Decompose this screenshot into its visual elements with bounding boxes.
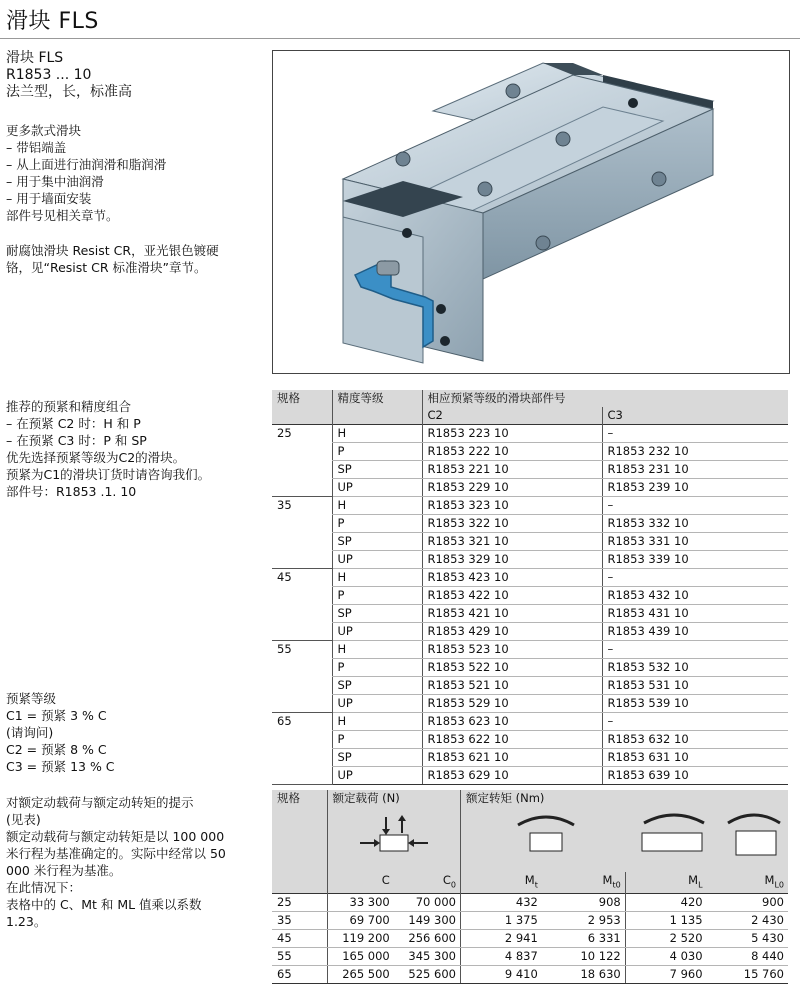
c2-partno-cell: R1853 421 10 <box>422 605 602 623</box>
text-line: C2 = 预紧 8 % C <box>6 742 107 757</box>
c3-partno-cell: – <box>602 425 788 443</box>
col-load-header <box>327 790 460 872</box>
size-cell: 65 <box>272 966 327 984</box>
text-line: 铬，见“Resist CR 标准滑块”章节。 <box>6 260 207 275</box>
c2-partno-cell: R1853 221 10 <box>422 461 602 479</box>
col-c-label: C <box>327 872 394 894</box>
c3-partno-cell: – <box>602 569 788 587</box>
accuracy-cell: SP <box>332 461 422 479</box>
size-cell: 65 <box>277 714 292 729</box>
text-line: (见表) <box>6 812 41 827</box>
c-cell: 165 000 <box>327 948 394 966</box>
col-c3-header: C3 <box>602 407 788 425</box>
c3-partno-cell: R1853 232 10 <box>602 443 788 461</box>
c3-partno-cell: – <box>602 497 788 515</box>
c3-partno-cell: R1853 632 10 <box>602 731 788 749</box>
accuracy-cell: SP <box>332 677 422 695</box>
table-row <box>272 731 788 749</box>
text-line: C1 = 预紧 3 % C <box>6 708 107 723</box>
size-cell: 55 <box>272 948 327 966</box>
table-row <box>272 569 788 587</box>
table-row <box>272 443 788 461</box>
size-cell: 45 <box>277 570 292 585</box>
c3-partno-cell: – <box>602 713 788 731</box>
accuracy-cell: P <box>332 443 422 461</box>
combo-text <box>6 398 210 500</box>
size-cell: 45 <box>272 930 327 948</box>
mt0-cell: 6 331 <box>542 930 625 948</box>
product-type: 法兰型，长，标准高 <box>6 84 132 100</box>
mt-cell: 432 <box>460 894 541 912</box>
table-row <box>272 767 788 785</box>
ml0-cell: 8 440 <box>707 948 788 966</box>
title-divider <box>0 38 800 39</box>
ml-cell: 7 960 <box>625 966 706 984</box>
c0-cell: 345 300 <box>394 948 461 966</box>
c3-partno-cell: R1853 331 10 <box>602 533 788 551</box>
accuracy-cell: P <box>332 587 422 605</box>
table-row <box>272 479 788 497</box>
c3-partno-cell: R1853 332 10 <box>602 515 788 533</box>
text-line: 预紧为C1的滑块订货时请咨询我们。 <box>6 467 211 482</box>
size-cell: 25 <box>277 426 292 441</box>
c2-partno-cell: R1853 323 10 <box>422 497 602 515</box>
text-line: 推荐的预紧和精度组合 <box>6 399 132 414</box>
table-row <box>272 587 788 605</box>
product-name: 滑块 FLS <box>6 50 64 66</box>
c2-partno-cell: R1853 622 10 <box>422 731 602 749</box>
text-line: 000 米行程为基准。 <box>6 863 122 878</box>
page-title: 滑块 FLS <box>6 9 99 34</box>
text-line: – 在预紧 C3 时：P 和 SP <box>6 433 147 448</box>
table-row <box>272 948 788 966</box>
mt-cell: 1 375 <box>460 912 541 930</box>
c3-partno-cell: R1853 532 10 <box>602 659 788 677</box>
size-cell <box>272 677 332 695</box>
size-cell <box>272 587 332 605</box>
size-cell <box>272 461 332 479</box>
c3-partno-cell: R1853 631 10 <box>602 749 788 767</box>
table-row <box>272 659 788 677</box>
accuracy-cell: SP <box>332 749 422 767</box>
c0-cell: 70 000 <box>394 894 461 912</box>
features-text <box>6 122 166 224</box>
c3-partno-cell: – <box>602 641 788 659</box>
accuracy-cell: P <box>332 659 422 677</box>
size-cell <box>272 659 332 677</box>
c3-partno-cell: R1853 431 10 <box>602 605 788 623</box>
col-size-header: 规格 <box>277 391 300 405</box>
c2-partno-cell: R1853 429 10 <box>422 623 602 641</box>
c2-partno-cell: R1853 621 10 <box>422 749 602 767</box>
text-line: 部件号：R1853 .1. 10 <box>6 484 137 499</box>
c2-partno-cell: R1853 529 10 <box>422 695 602 713</box>
c0-cell: 525 600 <box>394 966 461 984</box>
size-cell <box>272 695 332 713</box>
ml-cell: 2 520 <box>625 930 706 948</box>
table-row <box>272 497 788 515</box>
c0-cell: 256 600 <box>394 930 461 948</box>
mt-cell: 2 941 <box>460 930 541 948</box>
table-row <box>272 533 788 551</box>
mt0-cell: 10 122 <box>542 948 625 966</box>
torque-header-label: 额定转矩 (Nm) <box>465 791 545 805</box>
c2-partno-cell: R1853 521 10 <box>422 677 602 695</box>
table-row <box>272 515 788 533</box>
c3-partno-cell: R1853 339 10 <box>602 551 788 569</box>
size-cell <box>272 623 332 641</box>
text-line: 米行程为基准确定的。实际中经常以 50 <box>6 846 226 861</box>
c-cell: 69 700 <box>327 912 394 930</box>
size-cell: 35 <box>277 498 292 513</box>
c2-partno-cell: R1853 523 10 <box>422 641 602 659</box>
col-accuracy-header: 精度等级 <box>332 390 422 407</box>
c-cell: 265 500 <box>327 966 394 984</box>
part-number-rows <box>272 425 788 785</box>
ml-cell: 420 <box>625 894 706 912</box>
text-line: 在此情况下： <box>6 880 82 895</box>
text-line: 耐腐蚀滑块 Resist CR，亚光银色镀硬 <box>6 243 219 258</box>
header-cell <box>272 407 332 425</box>
header-cell <box>332 407 422 425</box>
accuracy-cell: H <box>332 641 422 659</box>
c2-partno-cell: R1853 229 10 <box>422 479 602 497</box>
accuracy-cell: UP <box>332 695 422 713</box>
slider-block-illustration <box>273 51 789 373</box>
accuracy-cell: H <box>332 497 422 515</box>
header-cell <box>272 872 327 894</box>
ml-cell: 1 135 <box>625 912 706 930</box>
col-partno-header: 相应预紧等级的滑块部件号 <box>422 390 788 407</box>
c-cell: 33 300 <box>327 894 394 912</box>
c2-partno-cell: R1853 321 10 <box>422 533 602 551</box>
text-line: – 用于墙面安装 <box>6 191 92 206</box>
ml0-cell: 15 760 <box>707 966 788 984</box>
text-line: 1.23。 <box>6 914 47 929</box>
text-line: C3 = 预紧 13 % C <box>6 759 115 774</box>
text-line: 更多款式滑块 <box>6 123 82 138</box>
text-line: 表格中的 C、Mt 和 ML 值乘以系数 <box>6 897 202 912</box>
table-row <box>272 930 788 948</box>
c2-partno-cell: R1853 222 10 <box>422 443 602 461</box>
accuracy-cell: H <box>332 713 422 731</box>
text-line: 优先选择预紧等级为C2的滑块。 <box>6 450 186 465</box>
c2-partno-cell: R1853 329 10 <box>422 551 602 569</box>
c2-partno-cell: R1853 322 10 <box>422 515 602 533</box>
size-cell <box>272 515 332 533</box>
table-row <box>272 912 788 930</box>
c3-partno-cell: R1853 432 10 <box>602 587 788 605</box>
ml0-cell: 5 430 <box>707 930 788 948</box>
text-line: 对额定动载荷与额定动转矩的提示 <box>6 795 194 810</box>
product-part: R1853 ... 10 <box>6 67 92 83</box>
c2-partno-cell: R1853 223 10 <box>422 425 602 443</box>
load-rating-table <box>272 790 788 984</box>
col-ml-label: $M_L$ <box>625 872 706 894</box>
preload-heading: 预紧等级 <box>6 691 57 706</box>
size-cell <box>272 749 332 767</box>
c3-partno-cell: R1853 239 10 <box>602 479 788 497</box>
size-cell <box>272 551 332 569</box>
accuracy-cell: UP <box>332 623 422 641</box>
table-row <box>272 605 788 623</box>
mt0-cell: 2 953 <box>542 912 625 930</box>
col-mt-label: $M_t$ <box>460 872 541 894</box>
accuracy-cell: H <box>332 425 422 443</box>
part-number-table <box>272 390 788 785</box>
c0-cell: 149 300 <box>394 912 461 930</box>
table-row <box>272 749 788 767</box>
load-rating-rows <box>272 894 788 984</box>
accuracy-cell: P <box>332 515 422 533</box>
c2-partno-cell: R1853 522 10 <box>422 659 602 677</box>
table-row <box>272 425 788 443</box>
size-cell <box>272 533 332 551</box>
col-c2-header: C2 <box>422 407 602 425</box>
text-line: 额定动载荷与额定动转矩是以 100 000 <box>6 829 225 844</box>
text-line: 部件号见相关章节。 <box>6 208 119 223</box>
table-row <box>272 623 788 641</box>
c2-partno-cell: R1853 422 10 <box>422 587 602 605</box>
c2-partno-cell: R1853 423 10 <box>422 569 602 587</box>
size-cell <box>272 767 332 785</box>
resist-text <box>6 242 219 276</box>
c2-partno-cell: R1853 623 10 <box>422 713 602 731</box>
table-row <box>272 695 788 713</box>
ml-cell: 4 030 <box>625 948 706 966</box>
size-cell: 55 <box>277 642 292 657</box>
accuracy-cell: SP <box>332 605 422 623</box>
col-c0-label: $C_0$ <box>442 873 456 890</box>
accuracy-cell: UP <box>332 767 422 785</box>
table-row <box>272 713 788 731</box>
size-cell: 35 <box>272 912 327 930</box>
ml0-cell: 2 430 <box>707 912 788 930</box>
size-cell: 25 <box>272 894 327 912</box>
accuracy-cell: UP <box>332 479 422 497</box>
product-heading <box>6 50 132 101</box>
table-row <box>272 641 788 659</box>
torque-direction-icons <box>466 807 784 859</box>
c3-partno-cell: R1853 439 10 <box>602 623 788 641</box>
col-mt0-label: $M_{t0}$ <box>602 873 621 890</box>
mt-cell: 4 837 <box>460 948 541 966</box>
c3-partno-cell: R1853 231 10 <box>602 461 788 479</box>
table-row <box>272 551 788 569</box>
c2-partno-cell: R1853 629 10 <box>422 767 602 785</box>
table-row <box>272 677 788 695</box>
col-size-header: 规格 <box>277 791 300 805</box>
text-line: – 从上面进行油润滑和脂润滑 <box>6 157 167 172</box>
preload-text <box>6 690 115 775</box>
accuracy-cell: H <box>332 569 422 587</box>
c-cell: 119 200 <box>327 930 394 948</box>
text-line: – 在预紧 C2 时：H 和 P <box>6 416 141 431</box>
col-ml0-label: $M_{L0}$ <box>764 873 784 890</box>
size-cell <box>272 479 332 497</box>
ml0-cell: 900 <box>707 894 788 912</box>
c3-partno-cell: R1853 639 10 <box>602 767 788 785</box>
table-row <box>272 461 788 479</box>
text-line: – 带铝端盖 <box>6 140 67 155</box>
size-cell <box>272 731 332 749</box>
mt-cell: 9 410 <box>460 966 541 984</box>
load-note-text <box>6 794 226 930</box>
c3-partno-cell: R1853 531 10 <box>602 677 788 695</box>
product-image-frame <box>272 50 790 374</box>
accuracy-cell: P <box>332 731 422 749</box>
accuracy-cell: SP <box>332 533 422 551</box>
mt0-cell: 908 <box>542 894 625 912</box>
text-line: (请询问) <box>6 725 54 740</box>
text-line: – 用于集中油润滑 <box>6 174 104 189</box>
c3-partno-cell: R1853 539 10 <box>602 695 788 713</box>
mt0-cell: 18 630 <box>542 966 625 984</box>
load-direction-icon <box>354 811 434 863</box>
size-cell <box>272 443 332 461</box>
table-row <box>272 894 788 912</box>
table-row <box>272 966 788 984</box>
col-torque-header <box>460 790 788 872</box>
accuracy-cell: UP <box>332 551 422 569</box>
size-cell <box>272 605 332 623</box>
load-header-label: 额定载荷 (N) <box>332 791 400 805</box>
